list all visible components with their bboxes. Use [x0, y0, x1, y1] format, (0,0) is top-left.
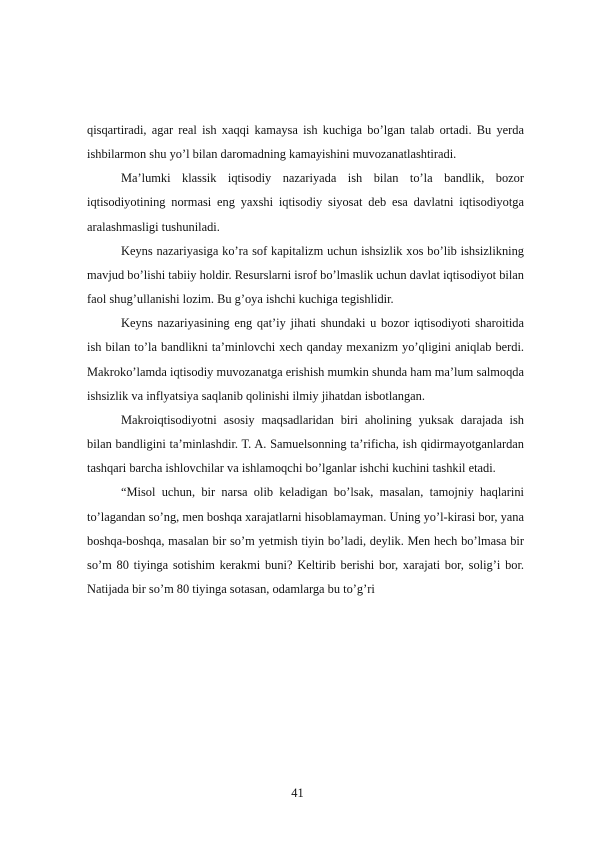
- paragraph-5: Makroiqtisodiyotni asosiy maqsadlaridan biri aholining yuksak darajada ish bilan bandligini ta’minlashdir. T. A. Samuelsonning ta’rificha, ish qidirmayotganlardan tashqari barcha ishlovchilar va ishlamoqchi bo’lganlar ishchi kuchini tashkil etadi.: [87, 412, 524, 476]
- paragraph-6: “Misol uchun, bir narsa olib keladigan bo’lsak, masalan, tamojniy haqlarini to’lagandan so’ng, men boshqa xarajatlarni hisoblamayman. Uning yo’l-kirasi bor, yana boshqa-boshqa, masalan bir so’m yetmish tiyin bo’ladi, deylik. Men hech bo’lmasa bir so’m 80 tiyinga sotishim kerakmi buni? Keltirib berishi bor, xarajati bor, solig’i bor. Natijada bir so’m 80 tiyinga sotasan, odamlarga bu to’g’ri: [87, 485, 524, 596]
- paragraph-3: Keyns nazariyasiga ko’ra sof kapitalizm uchun ishsizlik xos bo’lib ishsizlikning mavjud bo’lishi tabiiy holdir. Resurslarni isrof bo’lmaslik uchun davlat iqtisodiyot bilan faol shug’ullanishi lozim. Bu g’oya ishchi kuchiga tegishlidir.: [87, 243, 524, 307]
- document-body: [87, 118, 524, 601]
- paragraph-4: Keyns nazariyasining eng qat’iy jihati shundaki u bozor iqtisodiyoti sharoitida ish bilan to’la bandlikni ta’minlovchi xech qanday mexanizm yo’qligini aniqlab berdi. Makroko’lamda iqtisodiy muvozanatga erishish mumkin shunda ham ma’lum salmoqda ishsizlik va inflyatsiya saqlanib qolinishi ilmiy jihatdan isbotlangan.: [87, 316, 524, 403]
- paragraph-2: Ma’lumki klassik iqtisodiy nazariyada ish bilan to’la bandlik, bozor iqtisodiyotining normasi eng yaxshi iqtisodiy siyosat deb esa davlatni iqtisodiyotga aralashmasligi tushuniladi.: [87, 171, 524, 234]
- paragraph-1: qisqartiradi, agar real ish xaqqi kamaysa ish kuchiga bo’lgan talab ortadi. Bu yerda ishbilarmon shu yo’l bilan daromadning kamayishini muvozanatlashtiradi.: [87, 123, 524, 162]
- page-number: 41: [291, 786, 304, 800]
